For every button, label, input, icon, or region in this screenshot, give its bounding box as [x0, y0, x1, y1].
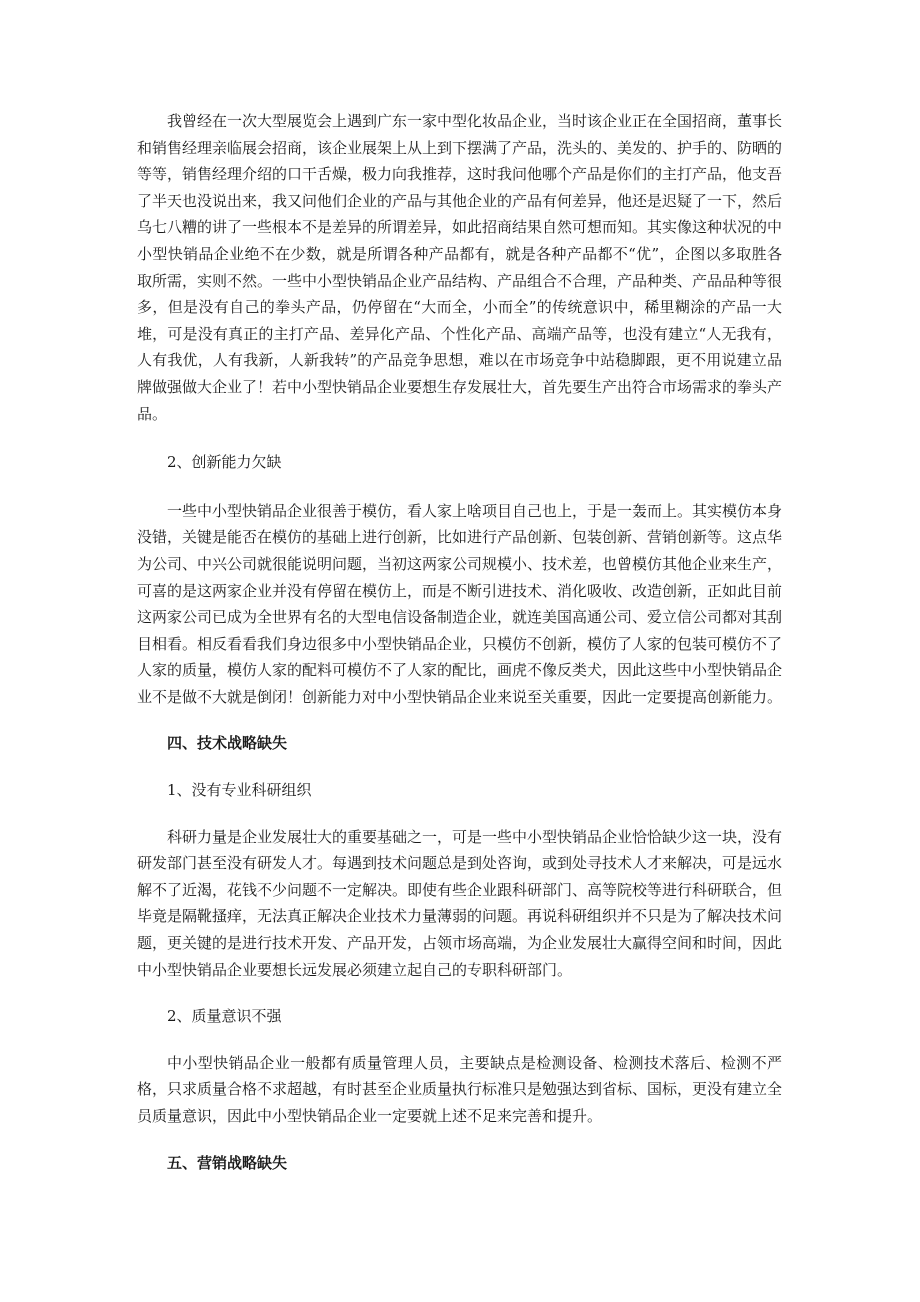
paragraph-quality: 中小型快销品企业一般都有质量管理人员，主要缺点是检测设备、检测技术落后、检测不严格，只求质量合格不求超越，有时甚至企业质量执行标准只是勉强达到省标、国标，更没有建立全员质量意识，因此中小型快销品企业一定要就上述不足来完善和提升。 [137, 1053, 783, 1125]
section-heading-marketing-strategy: 五、营销战略缺失 [167, 1153, 288, 1172]
subheading-innovation: 2、创新能力欠缺 [167, 453, 282, 472]
subheading-research-organization: 1、没有专业科研组织 [167, 781, 312, 800]
paragraph-research: 科研力量是企业发展壮大的重要基础之一，可是一些中小型快销品企业恰恰缺少这一块，没有研发部门甚至没有研发人才。每遇到技术问题总是到处咨询，或到处寻技术人才来解决，可是远水解不了近渴，花钱不少问题不一定解决。即使有些企业跟科研部门、高等院校等进行科研联合，但毕竟是隔靴搔痒，无法真正解决企业技术力量薄弱的问题。再说科研组织并不只是为了解决技术问题，更关键的是进行技术开发、产品开发，占领市场高端，为企业发展壮大赢得空间和时间，因此中小型快销品企业要想长远发展必须建立起自己的专职科研部门。 [137, 827, 783, 979]
paragraph-innovation: 一些中小型快销品企业很善于模仿，看人家上啥项目自己也上，于是一轰而上。其实模仿本身没错，关键是能否在模仿的基础上进行创新，比如进行产品创新、包装创新、营销创新等。这点华为公司、中兴公司就很能说明问题，当初这两家公司规模小、技术差，也曾模仿其他企业来生产，可喜的是这两家企业并没有停留在模仿上，而是不断引进技术、消化吸收、改造创新，正如此目前这两家公司已成为全世界有名的大型电信设备制造企业，就连美国高通公司、爱立信公司都对其刮目相看。相反看看我们身边很多中小型快销品企业，只模仿不创新，模仿了人家的包装可模仿不了人家的质量，模仿人家的配料可模仿不了人家的配比，画虎不像反类犬，因此这些中小型快销品企业不是做不大就是倒闭！创新能力对中小型快销品企业来说至关重要，因此一定要提高创新能力。 [137, 501, 783, 706]
section-heading-technology-strategy: 四、技术战略缺失 [167, 734, 288, 753]
paragraph-cosmetics-example: 我曾经在一次大型展览会上遇到广东一家中型化妆品企业，当时该企业正在全国招商，董事长和销售经理亲临展会招商，该企业展架上从上到下摆满了产品，洗头的、美发的、护手的、防晒的等等，销售经理介绍的口干舌燥，极力向我推荐，这时我问他哪个产品是你们的主打产品，他支吾了半天也没说出来，我又问他们企业的产品与其他企业的产品有何差异，他还是迟疑了一下，然后乌七八糟的讲了一些根本不是差异的所谓差异，如此招商结果自然可想而知。其实像这种状况的中小型快销品企业绝不在少数，就是所谓各种产品都有，就是各种产品都不“优”，企图以多取胜各取所需，实则不然。一些中小型快销品企业产品结构、产品组合不合理，产品种类、产品品种等很多，但是没有自己的拳头产品，仍停留在“大而全，小而全”的传统意识中，稀里糊涂的产品一大堆，可是没有真正的主打产品、差异化产品、个性化产品、高端产品等，也没有建立“人无我有，人有我优，人有我新，人新我转”的产品竞争思想，难以在市场竞争中站稳脚跟，更不用说建立品牌做强做大企业了！若中小型快销品企业要想生存发展壮大，首先要生产出符合市场需求的拳头产品。 [137, 112, 783, 423]
subheading-quality-awareness: 2、质量意识不强 [167, 1007, 282, 1026]
document-page [137, 108, 782, 1176]
